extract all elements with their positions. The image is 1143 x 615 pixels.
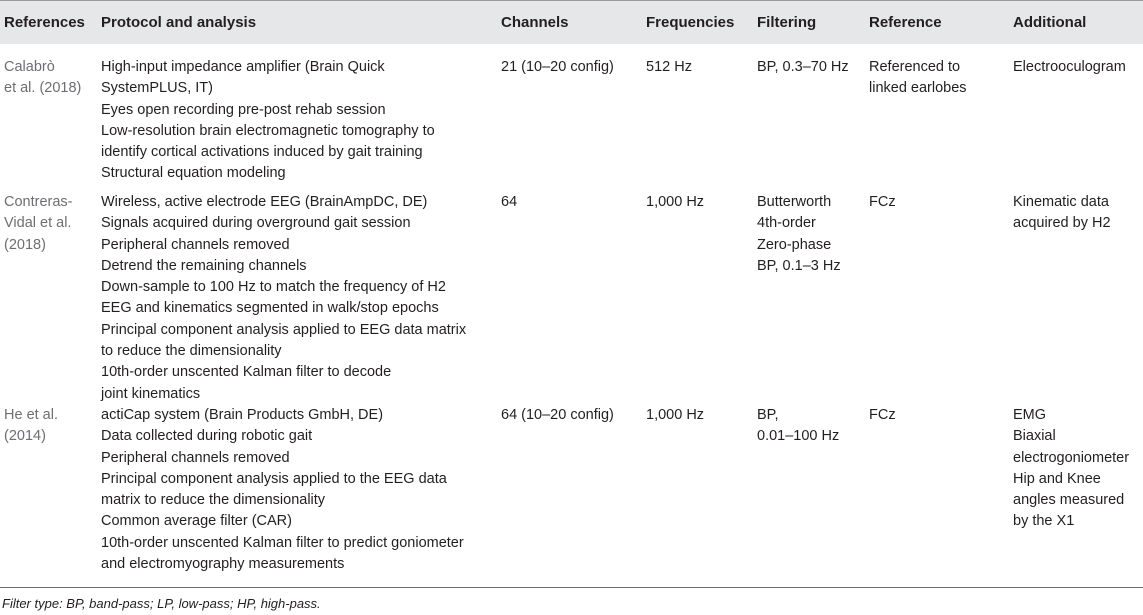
header-references: References [4,14,85,31]
cell-references [4,192,73,256]
header-channels: Channels [501,14,569,31]
header-frequencies: Frequencies [646,14,735,31]
cell-line: BP, [757,407,779,423]
cell-additional [1013,192,1111,235]
cell-line: Principal component analysis applied to EEG data matrix [101,321,467,338]
cell-line: Calabrò [4,59,55,75]
cell-line: angles measured [1013,492,1125,509]
cell-line: Hip and Knee [1013,470,1101,487]
header-reference: Reference [869,14,942,31]
cell-line: EMG [1013,407,1047,423]
cell-line: linked earlobes [869,80,967,97]
cell-frequencies [646,405,704,426]
cell-protocol [101,57,435,185]
cell-line: Peripheral channels removed [101,449,290,466]
cell-line: Low-resolution brain electromagnetic tomography to [101,122,435,139]
cell-filtering [757,405,839,448]
cell-line: SystemPLUS, IT) [101,80,213,97]
cell-line: 1,000 Hz [646,407,705,423]
cell-line: He et al. [4,407,58,423]
table-row [0,405,1143,587]
cell-line: Biaxial [1013,428,1056,445]
cell-line: acquired by H2 [1013,215,1111,232]
cell-line: Vidal et al. [4,215,72,232]
table-row [0,57,1143,192]
header-protocol: Protocol and analysis [101,14,257,31]
cell-reference [869,405,896,426]
table-bottom-rule [0,587,1143,588]
cell-line: by the X1 [1013,513,1075,530]
cell-line: BP, 0.3–70 Hz [757,59,849,75]
cell-line: Electrooculogram [1013,59,1126,75]
cell-line: Contreras- [4,194,73,210]
cell-line: EEG and kinematics segmented in walk/stop epochs [101,300,439,317]
cell-line: and electromyography measurements [101,556,345,573]
cell-frequencies [646,57,692,78]
cell-line: matrix to reduce the dimensionality [101,492,326,509]
cell-line: 10th-order unscented Kalman filter to decode [101,364,392,381]
cell-line: BP, 0.1–3 Hz [757,257,841,274]
cell-line: et al. (2018) [4,80,82,97]
header-filtering: Filtering [757,14,817,31]
cell-line: 21 (10–20 config) [501,59,614,75]
cell-protocol [101,405,464,575]
table-row [0,192,1143,405]
cell-line: FCz [869,407,896,423]
cell-line: 64 [501,194,518,210]
cell-line: Kinematic data [1013,194,1109,210]
cell-line: Butterworth [757,194,832,210]
cell-reference [869,57,967,100]
table-footnote: Filter type: BP, band-pass; LP, low-pass; HP, high-pass. [2,596,321,611]
cell-filtering [757,192,841,277]
cell-line: Common average filter (CAR) [101,513,292,530]
cell-references [4,405,58,448]
cell-line: 4th-order [757,215,816,232]
cell-line: Zero-phase [757,236,832,253]
cell-line: identify cortical activations induced by gait training [101,144,423,161]
cell-line: electrogoniometer [1013,449,1130,466]
cell-line: Peripheral channels removed [101,236,290,253]
cell-line: Wireless, active electrode EEG (BrainAmpDC, DE) [101,194,428,210]
table-header [0,0,1143,44]
cell-line: FCz [869,194,896,210]
cell-line: Data collected during robotic gait [101,428,313,445]
cell-line: actiCap system (Brain Products GmbH, DE) [101,407,384,423]
cell-line: to reduce the dimensionality [101,343,282,360]
cell-line: (2014) [4,428,46,445]
cell-additional [1013,405,1129,533]
cell-line: Structural equation modeling [101,165,286,182]
cell-line: Signals acquired during overground gait session [101,215,411,232]
cell-line: 10th-order unscented Kalman filter to predict goniometer [101,534,464,551]
cell-filtering [757,57,849,78]
cell-references [4,57,81,100]
cell-channels [501,405,614,426]
cell-protocol [101,192,466,405]
cell-line: 0.01–100 Hz [757,428,840,445]
cell-line: Principal component analysis applied to the EEG data [101,470,447,487]
cell-line: Eyes open recording pre-post rehab session [101,101,386,118]
header-additional: Additional [1013,14,1087,31]
cell-channels [501,192,517,213]
cell-reference [869,192,896,213]
cell-line: 512 Hz [646,59,692,75]
cell-line: joint kinematics [101,385,201,402]
cell-line: (2018) [4,236,46,253]
cell-line: 1,000 Hz [646,194,705,210]
cell-line: Down-sample to 100 Hz to match the frequency of H2 [101,279,446,296]
cell-frequencies [646,192,704,213]
cell-line: Referenced to [869,59,961,75]
cell-channels [501,57,614,78]
cell-line: High-input impedance amplifier (Brain Quick [101,59,385,75]
cell-line: Detrend the remaining channels [101,257,307,274]
cell-line: 64 (10–20 config) [501,407,614,423]
cell-additional [1013,57,1126,78]
